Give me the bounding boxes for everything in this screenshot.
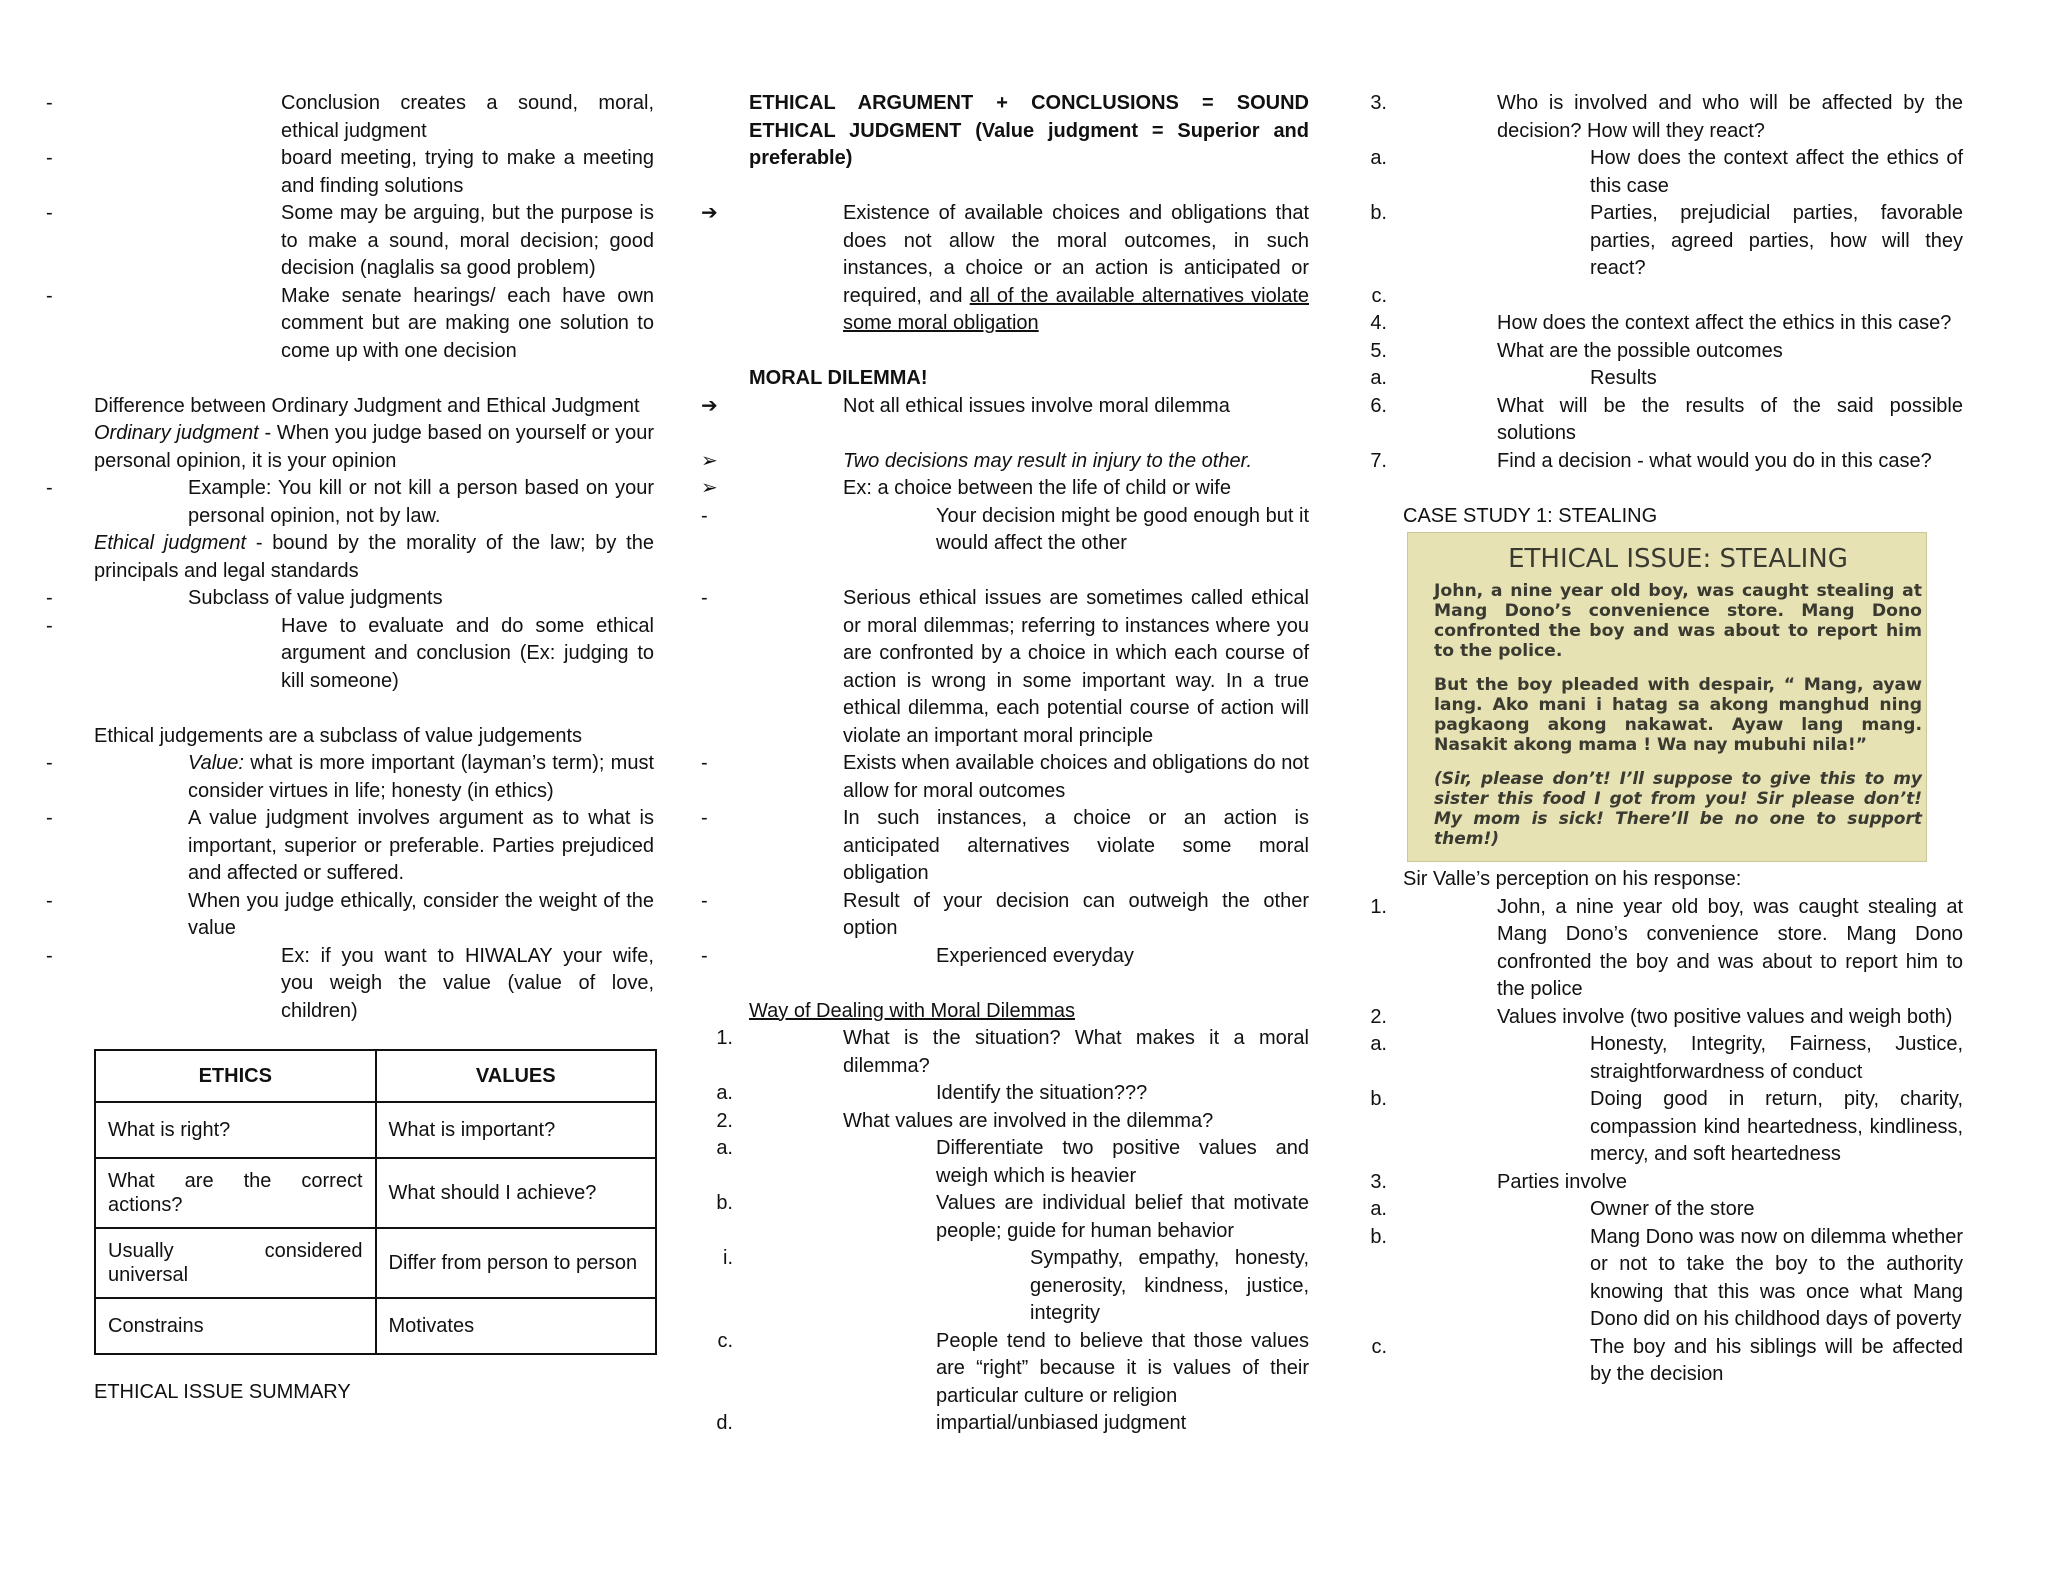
list-item: ➢ Two decisions may result in injury to the other. (701, 449, 1253, 472)
image-text: (Sir, please don’t! I’ll suppose to give this to my sister this food I got from you! Sir please don’t! My mom is sick! There’ll be no one to support them!) (1434, 769, 1922, 849)
table-cell: Usually considered universal (95, 1228, 376, 1298)
section-heading: MORAL DILEMMA! (749, 367, 928, 389)
section-heading: Way of Dealing with Moral Dilemmas (749, 999, 1076, 1022)
summary-heading: ETHICAL ISSUE SUMMARY (94, 1381, 351, 1403)
list-item: d. impartial/unbiased judgment (716, 1412, 1187, 1434)
list-item: - board meeting, trying to make a meeting and finding solutions (46, 147, 654, 197)
list-item: - Some may be arguing, but the purpose is to make a sound, moral decision; good decision (naglalis sa good problem) (46, 202, 654, 279)
paragraph: Ordinary judgment - When you judge based on yourself or your personal opinion, it is your opinion (94, 422, 654, 472)
case-study-heading: CASE STUDY 1: STEALING (1403, 504, 1658, 527)
list-item: c. (1371, 284, 1387, 307)
list-item: 3. Who is involved and who will be affected by the decision? How will they react? (1370, 92, 1963, 142)
image-text: John, a nine year old boy, was caught stealing at Mang Dono’s convenience store. Mang Dono confronted the boy and was about to report him to the police. (1434, 581, 1922, 661)
list-item: - Result of your decision can outweigh the other option (701, 889, 1309, 939)
list-item: 3. Parties involve (1370, 1170, 1628, 1193)
list-item: b. Parties, prejudicial parties, favorable parties, agreed parties, how will they react? (1370, 202, 1963, 279)
section-heading: Difference between Ordinary Judgment and Ethical Judgment (94, 394, 640, 417)
list-item: - In such instances, a choice or an action is anticipated alternatives violate some moral obligation (701, 807, 1309, 884)
list-item: 7. Find a decision - what would you do in this case? (1370, 449, 1932, 472)
list-item: ➔ Existence of available choices and obligations that does not allow the moral outcomes, in such instances, a choice or an action is anticipated or required, and all of the available alternatives violate some moral obligation (701, 202, 1309, 334)
list-item: 1. John, a nine year old boy, was caught stealing at Mang Dono’s convenience store. Mang Dono confronted the boy and was about to report him to the police (1370, 895, 1963, 1000)
image-text: But the boy pleaded with despair, “ Mang, ayaw lang. Ako mani i hatag sa akong manghud ning pagkaong akong nakawat. Ayaw lang mang. Nasakit akong mama ! Wa nay mubuhi nila!” (1434, 675, 1922, 755)
table-header: ETHICS (95, 1050, 376, 1102)
list-item: - Conclusion creates a sound, moral, ethical judgment (46, 92, 654, 142)
list-item: - Value: what is more important (layman’s term); must consider virtues in life; honesty (in ethics) (46, 752, 654, 802)
list-item: a. How does the context affect the ethics of this case (1370, 147, 1963, 197)
table-row (95, 1228, 656, 1298)
list-item: i. Sympathy, empathy, honesty, generosity, kindness, justice, integrity (723, 1247, 1309, 1324)
list-item: - Have to evaluate and do some ethical argument and conclusion (Ex: judging to kill someone) (46, 614, 654, 692)
list-item: c. People tend to believe that those values are “right” because it is values of their particular culture or religion (717, 1329, 1309, 1407)
case-study-image (1407, 532, 1927, 862)
list-item: a. Owner of the store (1370, 1198, 1755, 1220)
table-header: VALUES (376, 1050, 657, 1102)
list-item: - A value judgment involves argument as to what is important, superior or preferable. Parties prejudiced and affected or suffered. (46, 807, 654, 884)
list-item: - Ex: if you want to HIWALAY your wife, you weigh the value (value of love, children) (46, 944, 654, 1022)
table-cell: Differ from person to person (376, 1228, 657, 1298)
list-item: 5. What are the possible outcomes (1370, 339, 1783, 362)
ethics-values-table (94, 1049, 657, 1355)
list-item: - Example: You kill or not kill a person based on your personal opinion, not by law. (46, 477, 654, 527)
list-item: a. Differentiate two positive values and weigh which is heavier (716, 1137, 1309, 1187)
list-item: - Experienced everyday (701, 944, 1134, 967)
column-middle (701, 90, 1309, 1438)
list-item: b. Doing good in return, pity, charity, compassion kind heartedness, kindliness, mercy, and soft heartedness (1370, 1088, 1963, 1165)
list-item: ➢ Ex: a choice between the life of child or wife (701, 477, 1231, 499)
list-item: 2. What values are involved in the dilemma? (716, 1109, 1214, 1132)
list-item: 2. Values involve (two positive values and weigh both) (1370, 1005, 1953, 1028)
column-left (46, 90, 654, 1407)
list-item: - Serious ethical issues are sometimes called ethical or moral dilemmas; referring to instances where you are confronted by a choice in which each course of action is wrong in some important way. In a true ethical dilemma, each potential course of action will violate an important moral principle (701, 587, 1309, 747)
list-item: 6. What will be the results of the said possible solutions (1370, 394, 1963, 444)
table-row (95, 1298, 656, 1354)
table-cell: What is important? (376, 1102, 657, 1158)
list-item: - Make senate hearings/ each have own comment but are making one solution to come up with one decision (46, 284, 654, 362)
table-cell: What should I achieve? (376, 1158, 657, 1228)
list-item: c. The boy and his siblings will be affected by the decision (1371, 1335, 1963, 1385)
table-cell: What is right? (95, 1102, 376, 1158)
list-item: a. Identify the situation??? (716, 1082, 1148, 1104)
section-heading: Ethical judgements are a subclass of value judgements (94, 724, 583, 747)
list-item: - Subclass of value judgments (46, 587, 443, 609)
table-cell: What are the correct actions? (95, 1158, 376, 1228)
list-item: 1. What is the situation? What makes it a moral dilemma? (716, 1027, 1309, 1077)
list-item: - When you judge ethically, consider the weight of the value (46, 889, 654, 939)
table-row (95, 1158, 656, 1228)
image-title: ETHICAL ISSUE: STEALING (1508, 544, 1848, 574)
list-item: - Exists when available choices and obligations do not allow for moral outcomes (701, 752, 1309, 802)
list-item: 4. How does the context affect the ethics in this case? (1370, 312, 1952, 334)
paragraph: Ethical judgment - bound by the morality of the law; by the principals and legal standards (94, 532, 654, 582)
list-item: a. Results (1370, 367, 1657, 389)
list-item: b. Values are individual belief that motivate people; guide for human behavior (716, 1192, 1309, 1242)
list-item: b. Mang Dono was now on dilemma whether or not to take the boy to the authority knowing that this was once what Mang Dono did on his childhood days of poverty (1370, 1225, 1963, 1330)
list-item: ➔ Not all ethical issues involve moral dilemma (701, 394, 1230, 417)
paragraph: Sir Valle’s perception on his response: (1403, 868, 1742, 890)
table-row (95, 1102, 656, 1158)
list-item: - Your decision might be good enough but it would affect the other (701, 504, 1309, 554)
section-heading: ETHICAL ARGUMENT + CONCLUSIONS = SOUND ETHICAL JUDGMENT (Value judgment = Superior and preferable) (749, 92, 1309, 169)
list-item: a. Honesty, Integrity, Fairness, Justice, straightforwardness of conduct (1370, 1033, 1963, 1083)
column-right (1370, 90, 1963, 1389)
table-cell: Motivates (376, 1298, 657, 1354)
table-cell: Constrains (95, 1298, 376, 1354)
